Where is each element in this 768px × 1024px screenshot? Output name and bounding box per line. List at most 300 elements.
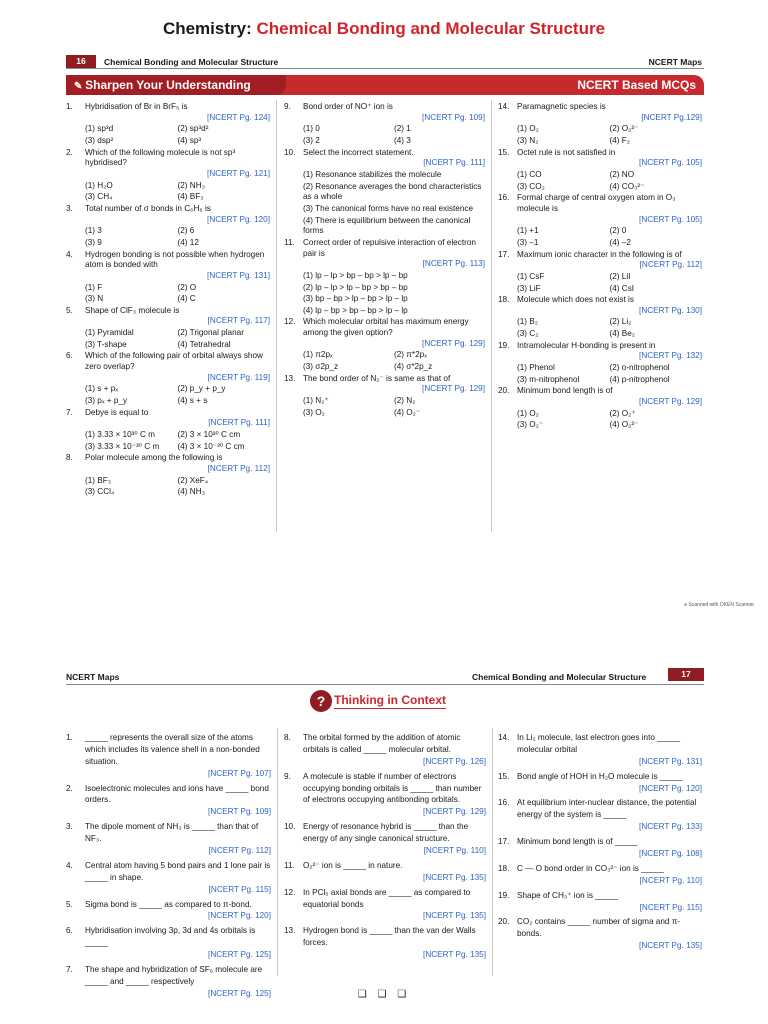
question	[498, 836, 702, 860]
option-grid	[85, 476, 270, 498]
question-number: 1.	[66, 102, 73, 111]
question	[498, 863, 702, 887]
fill-column-2	[284, 732, 486, 964]
ncert-reference: [NCERT Pg. 112]	[639, 260, 702, 270]
option: (4) Tetrahedral	[177, 339, 231, 349]
option: (4) σ*2p_z	[394, 362, 433, 372]
fill-column-1	[66, 732, 271, 1003]
question-stem: Correct order of repulsive interaction of electron pair is	[303, 237, 476, 258]
option-grid	[85, 124, 270, 146]
option: (1) π2pₓ	[303, 350, 333, 360]
question-number: 10.	[284, 147, 296, 157]
question-stem: Molecule which does not exist is	[517, 295, 634, 305]
ncert-reference: [NCERT Pg. 120]	[207, 214, 270, 224]
option: (3) dsp²	[85, 135, 114, 145]
question-text	[517, 732, 702, 768]
question	[498, 148, 702, 169]
question-text	[85, 148, 270, 180]
option: (3) N₂	[517, 135, 539, 145]
option: (1) Pyramidal	[85, 328, 134, 338]
option: (1) B₂	[517, 317, 538, 327]
question	[66, 148, 270, 180]
question-number: 6.	[66, 351, 73, 361]
question-stem: Hydrogen bonding is not possible when hydrogen atom is bonded with	[85, 249, 265, 270]
question-stem: In PCl₅ axial bonds are _____ as compared to equatorial bonds	[303, 887, 471, 909]
ncert-reference: [NCERT Pg. 105]	[639, 214, 702, 224]
question-stem: At equilibrium inter-nuclear distance, the potential energy of the system is _____	[517, 798, 697, 820]
question-text	[85, 351, 270, 383]
option: (4) O₂²⁻	[609, 420, 639, 430]
question-text	[517, 341, 702, 362]
question-stem: Bond order of NO⁺ ion is	[303, 102, 393, 111]
question-text	[303, 102, 485, 123]
question-stem: Maximum ionic character in the following is of	[517, 249, 682, 259]
question-stem: CO₂ contains _____ number of sigma and π-bonds.	[517, 917, 681, 939]
question	[284, 102, 485, 123]
option: (3) σ2p_z	[303, 362, 339, 372]
option: (4) NH₃	[177, 487, 205, 497]
ncert-reference: [NCERT Pg. 113]	[422, 259, 485, 269]
question-number: 2.	[66, 147, 73, 157]
question-text	[303, 317, 485, 349]
option-grid	[85, 181, 270, 203]
option: (1) s + pₓ	[85, 384, 118, 394]
question	[284, 771, 486, 819]
question	[66, 732, 271, 780]
option: (4) sp³	[177, 135, 202, 145]
option: (2) 6	[177, 226, 195, 236]
running-head-top: Chemical Bonding and Molecular Structure	[104, 57, 279, 67]
ncert-reference: [NCERT Pg. 129]	[422, 338, 485, 348]
question	[498, 250, 702, 271]
question	[284, 238, 485, 270]
option: (4) 12	[177, 237, 199, 247]
option: (4) F₂	[609, 135, 630, 145]
option: (4) Be₂	[609, 329, 635, 339]
question-text	[303, 732, 486, 768]
question-text	[517, 890, 702, 914]
ncert-reference: [NCERT Pg. 129]	[423, 807, 486, 817]
option: (3) O₂⁻	[517, 420, 544, 430]
question-stem: Which molecular orbital has maximum energy among the given option?	[303, 317, 469, 338]
scanner-watermark: ● Scanned with OKEN Scanner	[684, 602, 755, 608]
question-number: 15.	[498, 147, 510, 157]
question-stem: Hybridisation involving 3p, 3d and 4s orbitals is _____	[85, 926, 256, 948]
header-rule	[66, 68, 704, 69]
question	[498, 341, 702, 362]
option: (2) NO	[609, 169, 635, 179]
option: (3) 2	[303, 135, 320, 145]
end-marker: ❑ ❑ ❑	[357, 989, 411, 1000]
question	[498, 386, 702, 407]
page-number-17: 17	[668, 668, 704, 681]
question	[66, 250, 270, 282]
mcq-column-2	[284, 102, 485, 419]
option: (1) sp³d	[85, 124, 114, 134]
ncert-reference: [NCERT Pg. 109]	[208, 807, 271, 817]
option-grid	[517, 272, 702, 294]
option-grid	[517, 409, 702, 431]
question-number: 16.	[498, 193, 510, 203]
question-number: 17.	[498, 249, 510, 259]
question-text	[303, 821, 486, 857]
question-number: 8.	[284, 733, 291, 742]
question-number: 10.	[284, 822, 296, 832]
question-stem: Shape of ClF₃ molecule is	[85, 305, 180, 315]
question-number: 16.	[498, 798, 510, 808]
option: (1) O₂	[517, 408, 539, 418]
ncert-reference: [NCERT Pg. 135]	[423, 911, 486, 921]
question-text	[85, 821, 271, 857]
ncert-reference: [NCERT Pg. 112]	[207, 464, 270, 473]
question-stem: The bond order of N₂⁻ is same as that of	[303, 373, 451, 383]
option: (2) O₂⁺	[609, 408, 636, 418]
question-number: 6.	[66, 926, 73, 936]
section-heading	[310, 690, 446, 712]
question-stem: Debye is equal to	[85, 407, 149, 417]
question-text	[85, 250, 270, 282]
ncert-reference: [NCERT Pg. 126]	[423, 756, 486, 766]
option: (1) O₂	[517, 124, 539, 134]
question-number: 3.	[66, 822, 73, 832]
section-title-left: ✎ Sharpen Your Understanding	[74, 78, 251, 92]
ncert-reference: [NCERT Pg. 117]	[207, 316, 270, 326]
question-stem: O₂²⁻ ion is _____ in nature.	[303, 860, 403, 870]
question-text	[517, 836, 702, 860]
ncert-reference: [NCERT Pg. 121]	[207, 168, 270, 178]
question-number: 4.	[66, 249, 73, 259]
option: (2) NH₃	[177, 180, 205, 190]
question-stem: Paramagnetic species is	[517, 102, 606, 111]
option: (2) Resonance averages the bond characteristics as a whole	[303, 181, 482, 202]
question-text	[517, 102, 702, 123]
question	[66, 204, 270, 225]
question	[66, 783, 271, 819]
option-grid	[85, 283, 270, 305]
option: (1) N₂⁺	[303, 396, 329, 406]
option-grid	[517, 170, 702, 192]
question	[284, 732, 486, 768]
ncert-reference: [NCERT Pg. 112]	[208, 846, 271, 856]
option: (4) p-nitrophenol	[609, 374, 670, 384]
question-text	[85, 306, 270, 327]
question-text	[85, 899, 271, 923]
option: (1) lp – lp > bp – bp > lp – bp	[303, 270, 408, 280]
ncert-reference: [NCERT Pg. 125]	[208, 988, 271, 998]
question-stem: Shape of CH₃⁺ ion is _____	[517, 890, 618, 900]
question-text	[85, 408, 270, 429]
question-text	[303, 374, 485, 395]
pencil-icon: ✎	[74, 81, 86, 92]
question-stem: Minimum bond length is of _____	[517, 837, 638, 847]
option: (1) 3.33 × 10³⁰ C m	[85, 430, 155, 440]
question-number: 2.	[66, 783, 73, 793]
question	[498, 916, 702, 952]
option: (2) π*2pₓ	[394, 350, 427, 360]
question-number: 5.	[66, 899, 73, 909]
option-grid	[303, 170, 485, 237]
option-grid	[85, 384, 270, 406]
option: (2) 3 × 10³⁰ C cm	[177, 430, 241, 440]
ncert-reference: [NCERT Pg. 129]	[422, 384, 485, 394]
option: (2) LiI	[609, 271, 631, 281]
column-divider	[276, 100, 277, 532]
option: (1) F	[85, 282, 103, 292]
question-number: 20.	[498, 917, 510, 927]
question-number: 13.	[284, 926, 296, 936]
ncert-reference: [NCERT Pg. 115]	[208, 884, 271, 894]
question-text	[85, 925, 271, 961]
option: (2) Li₂	[609, 317, 632, 327]
option: (3) LiF	[517, 283, 541, 293]
page-number-16: 16	[66, 55, 96, 68]
question-text	[517, 250, 702, 271]
question-text	[517, 771, 702, 795]
question-number: 8.	[66, 453, 73, 463]
question-text	[517, 386, 702, 407]
option: (1) +1	[517, 226, 539, 236]
option: (4) There is equilibrium between the canonical forms	[303, 215, 471, 236]
option: (2) lp – lp > lp – bp > bp – bp	[303, 282, 408, 292]
question-stem: _____ represents the overall size of the atoms which includes its valence shell in a non-bonded situation.	[85, 733, 260, 766]
option: (3) CCl₄	[85, 487, 115, 497]
question	[498, 295, 702, 316]
question-number: 17.	[498, 837, 510, 847]
question-number: 12.	[284, 317, 296, 327]
question-stem: Total number of σ bonds in C₆H₆ is	[85, 203, 211, 213]
question	[66, 821, 271, 857]
question-number: 13.	[284, 373, 296, 383]
question-text	[517, 863, 702, 887]
question-stem: Minimum bond length is of	[517, 386, 613, 396]
fill-column-3	[498, 732, 702, 955]
question-number: 7.	[66, 407, 73, 417]
ncert-reference: [NCERT Pg. 107]	[208, 768, 271, 778]
question-number: 19.	[498, 340, 510, 350]
question-number: 20.	[498, 386, 510, 396]
ncert-reference: [NCERT Pg. 133]	[639, 822, 702, 832]
question-number: 9.	[284, 771, 291, 781]
running-head-bottom: Chemical Bonding and Molecular Structure	[472, 672, 647, 682]
option-grid	[303, 396, 485, 418]
question-text	[517, 148, 702, 169]
question-text	[85, 860, 271, 896]
title-prefix: Chemistry:	[162, 19, 252, 38]
question-stem: Which of the following molecule is not sp³ hybridised?	[85, 147, 236, 168]
ncert-reference: [NCERT Pg. 135]	[423, 950, 486, 960]
option: (2) sp³d²	[177, 124, 209, 134]
option-grid	[303, 271, 485, 317]
option: (4) O₂⁻	[394, 407, 421, 417]
question-text	[517, 295, 702, 316]
option: (2) o-nitrophenol	[609, 363, 670, 373]
question-text	[517, 916, 702, 952]
option: (2) XeF₄	[177, 475, 209, 485]
question	[498, 890, 702, 914]
column-divider	[491, 100, 492, 532]
option: (2) 1	[394, 124, 411, 134]
option: (3) m-nitrophenol	[517, 374, 580, 384]
question	[284, 925, 486, 961]
question	[498, 771, 702, 795]
option: (4) 3 × 10⁻³⁰ C cm	[177, 441, 245, 451]
book-title	[0, 18, 768, 40]
option: (4) lp – bp > bp – bp > lp – lp	[303, 305, 408, 315]
question-number: 9.	[284, 102, 291, 111]
ncert-reference: [NCERT Pg. 108]	[639, 849, 702, 859]
question-stem: C — O bond order in CO₃²⁻ ion is _____	[517, 863, 664, 873]
option: (3) O₂	[303, 407, 325, 417]
option: (4) 3	[394, 135, 411, 145]
question-number: 3.	[66, 203, 73, 213]
option-grid	[517, 363, 702, 385]
option: (1) H₂O	[85, 180, 113, 190]
option-grid	[517, 226, 702, 248]
option-grid	[303, 124, 485, 146]
question-stem: Sigma bond is _____ as compared to π-bond.	[85, 899, 252, 909]
option: (1) 0	[303, 124, 320, 134]
ncert-reference: [NCERT Pg. 125]	[208, 950, 271, 960]
option: (3) N	[85, 294, 104, 304]
option: (4) C	[177, 294, 196, 304]
question-text	[303, 238, 485, 270]
question-number: 19.	[498, 890, 510, 900]
option: (4) CsI	[609, 283, 635, 293]
ncert-reference: [NCERT Pg. 132]	[639, 351, 702, 361]
left-head-bottom: NCERT Maps	[66, 672, 120, 682]
right-head-top: NCERT Maps	[648, 57, 702, 67]
option: (1) 3	[85, 226, 102, 236]
option: (2) O	[177, 282, 197, 292]
ncert-reference: [NCERT Pg.129]	[641, 112, 702, 122]
option: (3) CO₂	[517, 181, 545, 191]
question-text	[85, 102, 270, 123]
option: (4) CO₃²⁻	[609, 181, 645, 191]
question	[498, 797, 702, 833]
question-stem: The dipole moment of NH₃ is _____ than that of NF₃.	[85, 822, 259, 844]
option-grid	[517, 124, 702, 146]
option: (3) –1	[517, 237, 539, 247]
option: (4) s + s	[177, 396, 208, 406]
ncert-reference: [NCERT Pg. 115]	[639, 902, 702, 912]
question-stem: Polar molecule among the following is	[85, 453, 223, 463]
option: (4) –2	[609, 237, 631, 247]
question	[66, 306, 270, 327]
question-number: 15.	[498, 771, 510, 781]
option-grid	[517, 317, 702, 339]
option-grid	[303, 350, 485, 372]
option: (3) 3.33 × 10⁻³⁰ C m	[85, 441, 160, 451]
option: (1) CO	[517, 169, 542, 179]
header-rule	[66, 684, 704, 685]
question	[498, 102, 702, 123]
ncert-reference: [NCERT Pg. 110]	[639, 875, 702, 885]
question	[66, 102, 270, 123]
option: (4) BF₃	[177, 192, 204, 202]
question-text	[517, 797, 702, 833]
option: (2) Trigonal planar	[177, 328, 244, 338]
scanner-logo-icon: ●	[684, 602, 688, 608]
question-number: 7.	[66, 965, 73, 975]
option: (3) 9	[85, 237, 102, 247]
option: (1) Resonance stabilizes the molecule	[303, 169, 442, 179]
question-head-icon: ?	[310, 690, 332, 712]
option: (2) O₂²⁻	[609, 124, 639, 134]
question	[498, 193, 702, 225]
option: (3) CH₄	[85, 192, 113, 202]
question	[66, 351, 270, 383]
question-number: 12.	[284, 887, 296, 897]
option-grid	[85, 226, 270, 248]
ncert-reference: [NCERT Pg. 120]	[639, 783, 702, 793]
option: (3) pₓ + p_y	[85, 396, 128, 406]
question	[284, 148, 485, 169]
ncert-reference: [NCERT Pg. 105]	[639, 158, 702, 168]
question	[284, 374, 485, 395]
option: (2) 0	[609, 226, 627, 236]
option: (2) N₂	[394, 396, 416, 406]
question-text	[303, 860, 486, 884]
question-stem: Bond angle of HOH in H₂O molecule is _____	[517, 771, 683, 781]
ncert-reference: [NCERT Pg. 120]	[208, 911, 271, 921]
question-stem: The orbital formed by the addition of atomic orbitals is called _____ molecular orbital.	[303, 733, 461, 754]
option: (3) The canonical forms have no real existence	[303, 203, 474, 213]
option: (3) bp – bp > lp – bp > lp – lp	[303, 294, 408, 304]
column-divider	[277, 728, 278, 976]
question-number: 1.	[66, 733, 73, 742]
mcq-column-3	[498, 102, 702, 432]
question-text	[303, 771, 486, 819]
question-text	[85, 732, 271, 780]
question-stem: The shape and hybridization of SF₆ molecule are _____ and _____ respectively	[85, 965, 263, 986]
question-stem: A molecule is stable if number of electrons occupying bonding orbitals is _____ than number of electrons occupying antibonding orbitals.	[303, 771, 482, 805]
mcq-column-1	[66, 102, 270, 499]
question	[66, 899, 271, 923]
option: (2) p_y + p_y	[177, 384, 226, 394]
question-text	[303, 925, 486, 961]
ncert-reference: [NCERT Pg. 111]	[208, 418, 270, 428]
question	[498, 732, 702, 768]
question-number: 5.	[66, 305, 73, 315]
option: (3) T-shape	[85, 339, 127, 349]
ncert-reference: [NCERT Pg. 135]	[639, 941, 702, 951]
question-stem: Energy of resonance hybrid is _____ than the energy of any single canonical structure.	[303, 822, 469, 844]
question-stem: In Li₂ molecule, last electron goes into _____ molecular orbital	[517, 733, 680, 754]
question	[284, 887, 486, 923]
question-number: 11.	[284, 860, 295, 870]
ncert-reference: [NCERT Pg. 110]	[423, 846, 486, 856]
question-text	[303, 887, 486, 923]
question-text	[85, 204, 270, 225]
question	[284, 821, 486, 857]
question-stem: Formal charge of central oxygen atom in O₃ molecule is	[517, 193, 676, 213]
question-stem: Hydrogen bond is _____ than the van der Walls forces.	[303, 926, 476, 948]
question-stem: Octet rule is not satisfied in	[517, 147, 616, 157]
question-number: 4.	[66, 860, 73, 870]
title-main: Chemical Bonding and Molecular Structure	[256, 19, 606, 38]
question-text	[85, 453, 270, 474]
question-stem: Isoelectronic molecules and ions have _____ bond orders.	[85, 783, 269, 805]
ncert-reference: [NCERT Pg. 124]	[207, 112, 270, 122]
ncert-reference: [NCERT Pg. 135]	[423, 872, 486, 882]
question	[66, 408, 270, 429]
section-title: Thinking in Context	[334, 693, 446, 710]
option: (1) Phenol	[517, 363, 555, 373]
option: (1) BF₃	[85, 475, 112, 485]
question	[284, 860, 486, 884]
question-stem: Central atom having 5 bond pairs and 1 lone pair is _____ in shape.	[85, 860, 271, 882]
ncert-reference: [NCERT Pg. 111]	[423, 158, 485, 168]
